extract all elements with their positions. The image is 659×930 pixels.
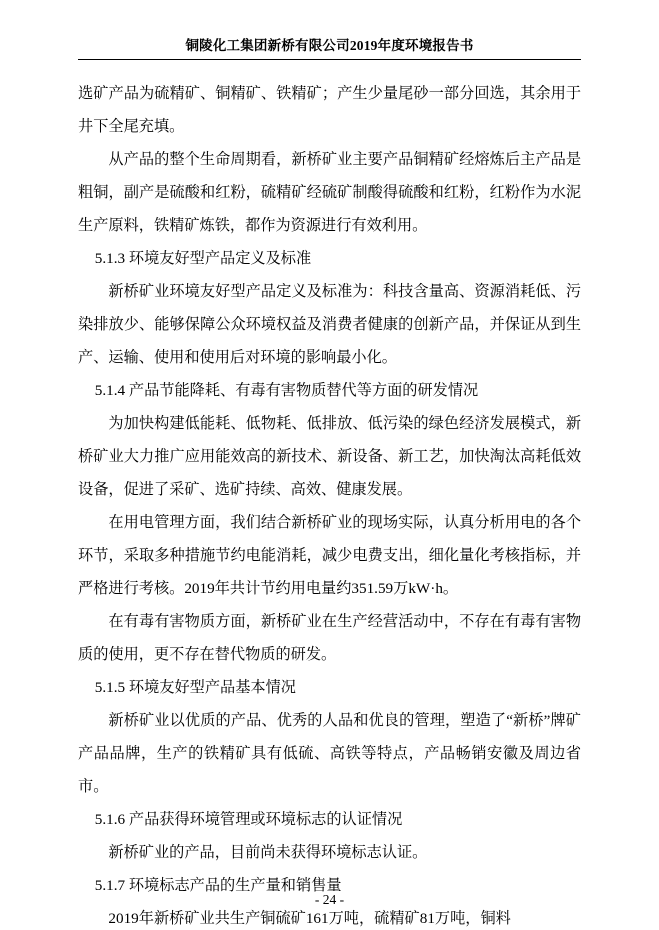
section-heading: 5.1.3 环境友好型产品定义及标准 (94, 250, 312, 267)
body-paragraph: 新桥矿业环境友好型产品定义及标准为：科技含量高、资源消耗低、污染排放少、能够保障公众环境权益及消费者健康的创新产品，并保证从到生产、运输、使用和使用后对环境的影响最小化。 (78, 283, 581, 366)
document-body (78, 77, 581, 930)
body-paragraph: 新桥矿业以优质的产品、优秀的人品和优良的管理，塑造了“新桥”牌矿产品品牌，生产的铁精矿具有低硫、高铁等特点，产品畅销安徽及周边省市。 (78, 712, 581, 795)
body-paragraph: 在用电管理方面，我们结合新桥矿业的现场实际，认真分析用电的各个环节，采取多种措施节约电能消耗，减少电费支出，细化量化考核指标，并严格进行考核。2019年共计节约用电量约351.59万kW·h。 (78, 514, 581, 597)
body-paragraph: 新桥矿业的产品，目前尚未获得环境标志认证。 (108, 844, 428, 861)
body-paragraph: 在有毒有害物质方面，新桥矿业在生产经营活动中，不存在有毒有害物质的使用，更不存在替代物质的研发。 (78, 613, 581, 663)
document-header-title: 铜陵化工集团新桥有限公司2019年度环境报告书 (185, 38, 474, 53)
page-content-area (78, 34, 581, 927)
section-heading: 5.1.5 环境友好型产品基本情况 (94, 679, 296, 696)
body-paragraph: 2019年新桥矿业共生产铜硫矿161万吨，硫精矿81万吨，铜料 (108, 910, 511, 927)
body-paragraph: 从产品的整个生命周期看，新桥矿业主要产品铜精矿经熔炼后主产品是粗铜，副产是硫酸和红粉，硫精矿经硫矿制酸得硫酸和红粉，红粉作为水泥生产原料，铁精矿炼铁，都作为资源进行有效利用。 (78, 151, 581, 234)
section-heading: 5.1.6 产品获得环境管理或环境标志的认证情况 (94, 811, 403, 828)
body-paragraph: 选矿产品为硫精矿、铜精矿、铁精矿；产生少量尾砂一部分回选，其余用于井下全尾充填。 (78, 85, 581, 135)
page-number: - 24 - (314, 892, 345, 907)
header-divider (78, 59, 581, 60)
section-heading: 5.1.4 产品节能降耗、有毒有害物质替代等方面的研发情况 (94, 382, 479, 399)
section-heading: 5.1.7 环境标志产品的生产量和销售量 (94, 877, 342, 894)
body-paragraph: 为加快构建低能耗、低物耗、低排放、低污染的绿色经济发展模式，新桥矿业大力推广应用能效高的新技术、新设备、新工艺，加快淘汰高耗低效设备，促进了采矿、选矿持续、高效、健康发展。 (78, 415, 581, 498)
